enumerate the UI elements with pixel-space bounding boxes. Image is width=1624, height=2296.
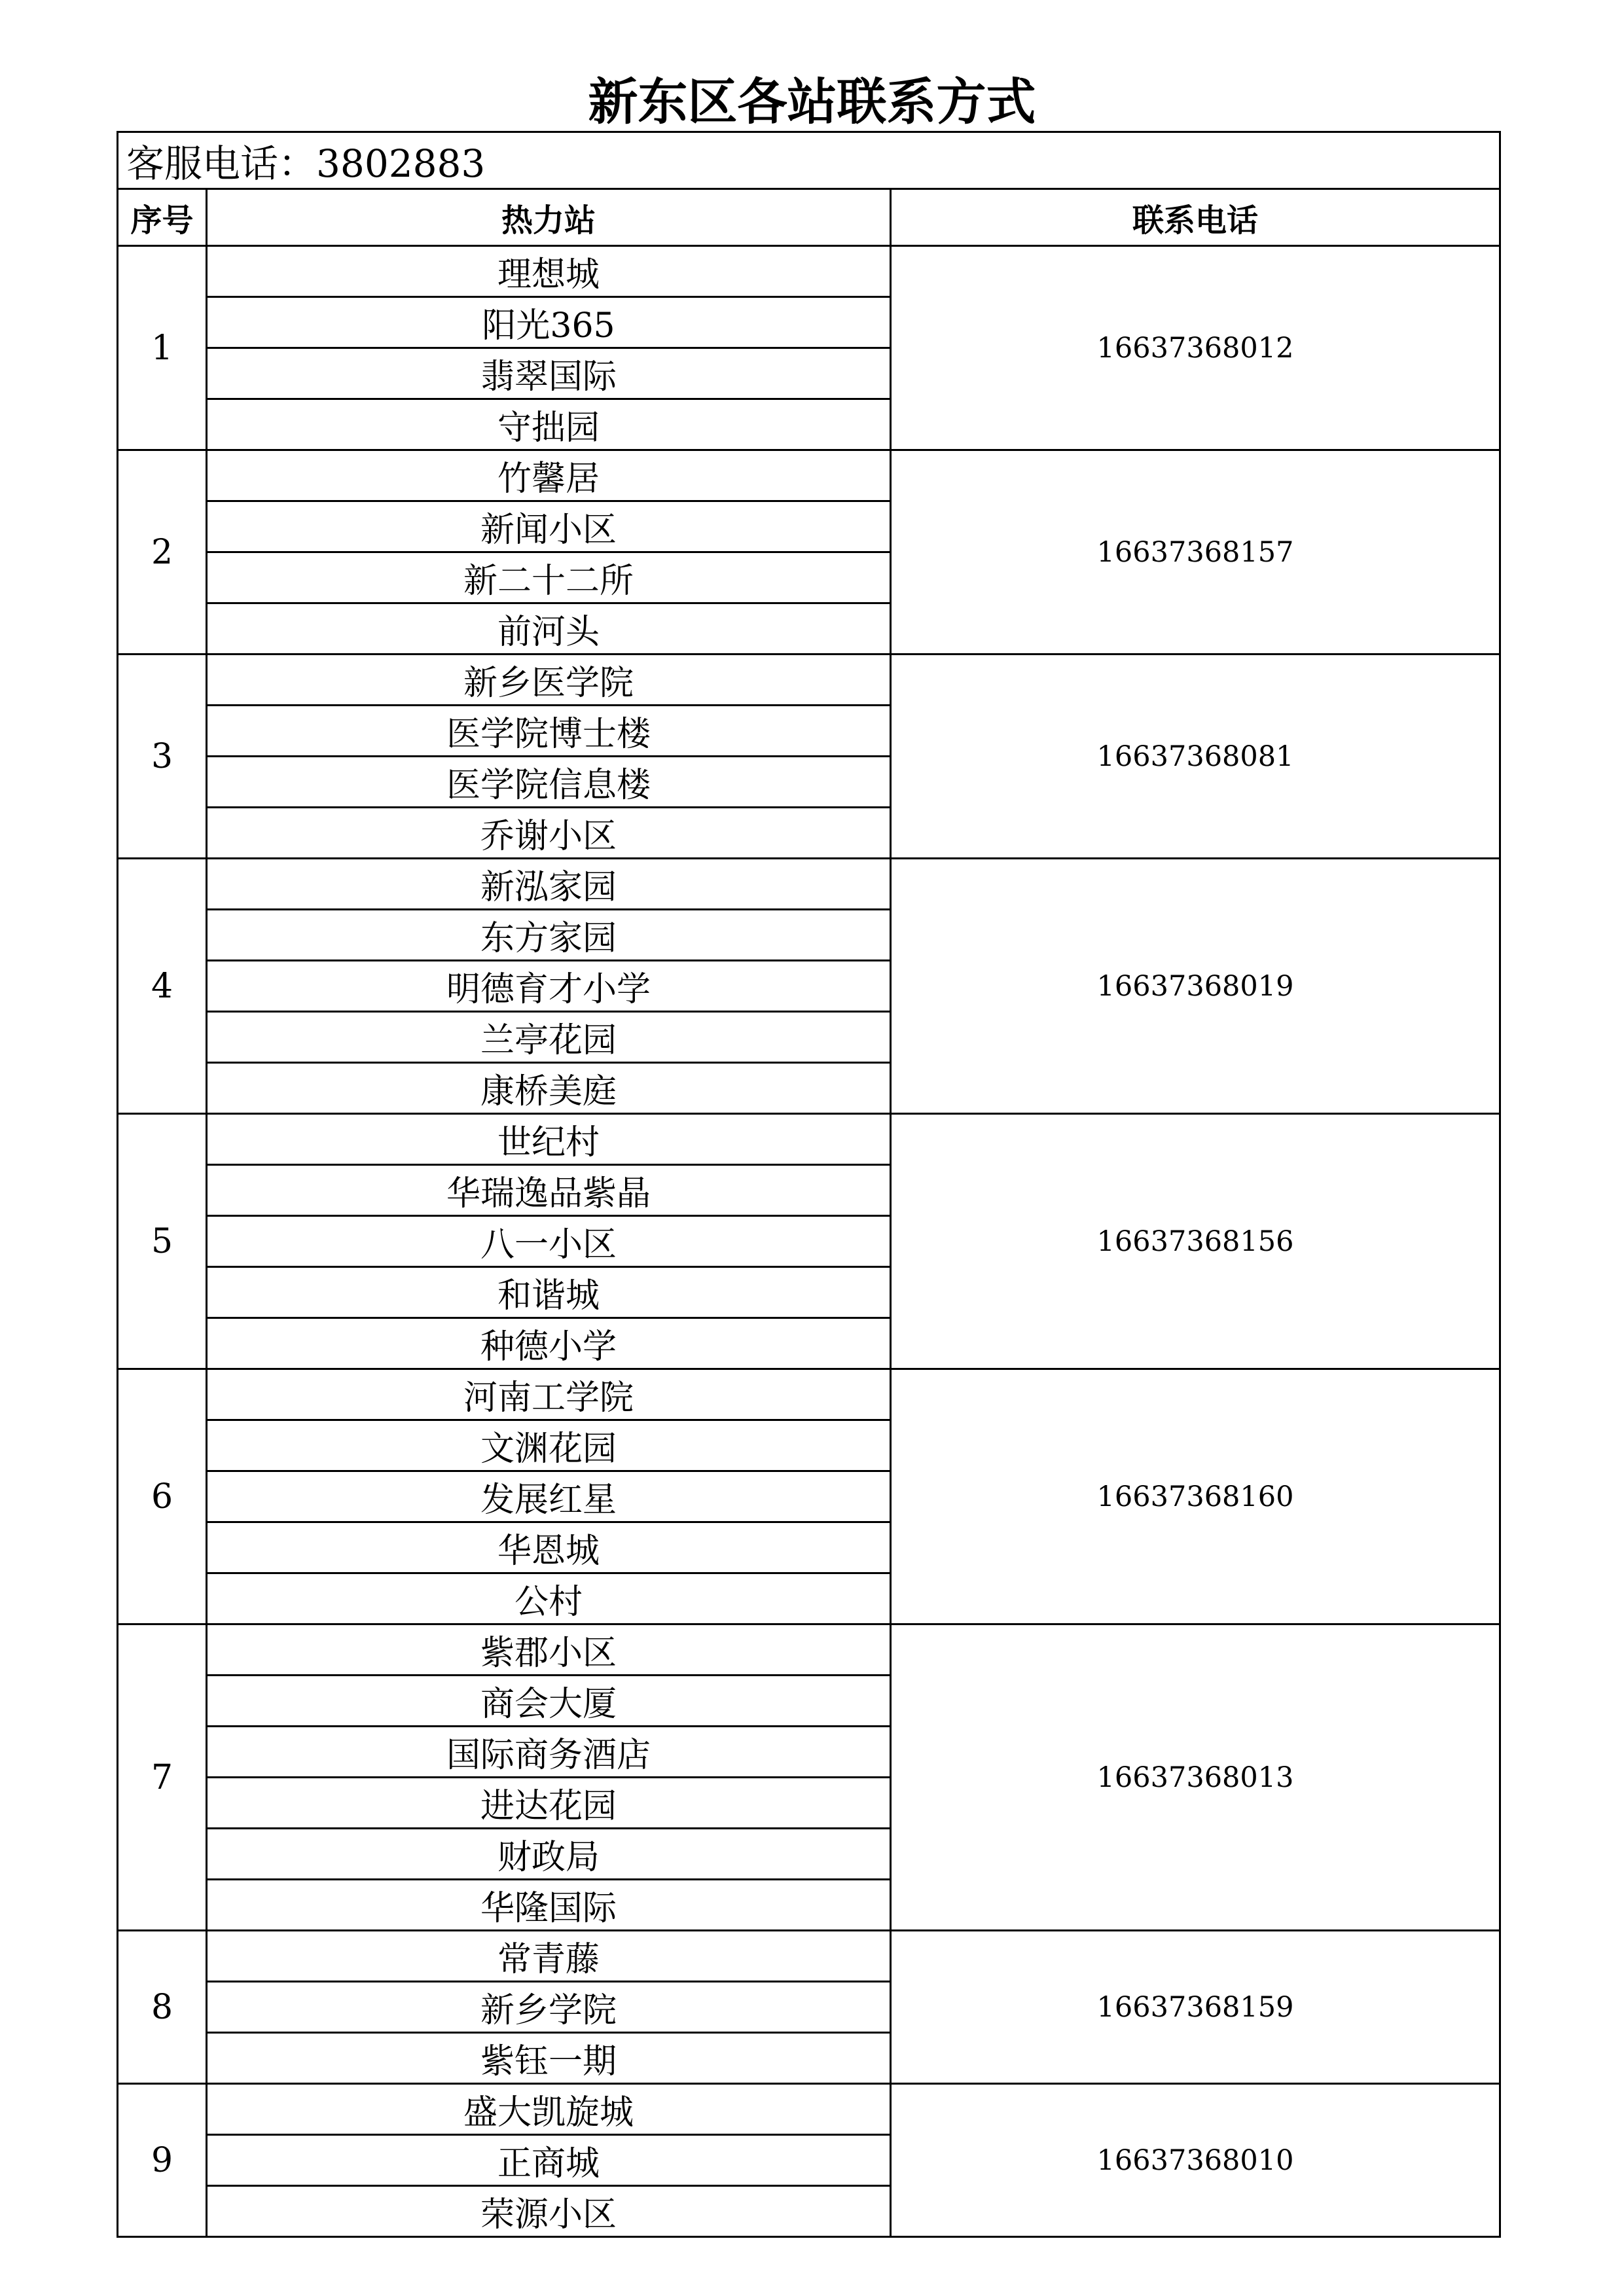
header-station: 热力站 <box>207 189 891 246</box>
station-cell: 荣源小区 <box>207 2186 891 2237</box>
hotline-number: 3802883 <box>316 141 486 186</box>
station-cell: 华恩城 <box>207 1522 891 1573</box>
table-row <box>118 1369 1500 1420</box>
station-cell: 新闻小区 <box>207 501 891 552</box>
table-row <box>118 246 1500 297</box>
phone-cell: 16637368012 <box>891 246 1500 450</box>
station-cell: 前河头 <box>207 603 891 655</box>
station-cell: 理想城 <box>207 246 891 297</box>
table-row <box>118 2084 1500 2135</box>
station-cell: 正商城 <box>207 2135 891 2186</box>
station-cell: 医学院博士楼 <box>207 706 891 757</box>
station-cell: 兰亭花园 <box>207 1012 891 1063</box>
seq-cell: 1 <box>118 246 207 450</box>
station-cell: 世纪村 <box>207 1114 891 1165</box>
station-cell: 八一小区 <box>207 1216 891 1267</box>
table-row <box>118 859 1500 910</box>
seq-cell: 8 <box>118 1931 207 2084</box>
phone-cell: 16637368010 <box>891 2084 1500 2237</box>
station-cell: 新泓家园 <box>207 859 891 910</box>
phone-cell: 16637368156 <box>891 1114 1500 1369</box>
station-cell: 东方家园 <box>207 910 891 961</box>
table-row <box>118 1114 1500 1165</box>
station-cell: 国际商务酒店 <box>207 1727 891 1778</box>
hotline-label: 客服电话： <box>126 141 317 186</box>
header-row <box>118 189 1500 246</box>
station-cell: 新二十二所 <box>207 552 891 603</box>
station-cell: 和谐城 <box>207 1267 891 1318</box>
phone-cell: 16637368160 <box>891 1369 1500 1624</box>
station-cell: 新乡学院 <box>207 1982 891 2033</box>
station-cell: 医学院信息楼 <box>207 757 891 808</box>
table-row <box>118 450 1500 501</box>
table-row <box>118 1931 1500 1982</box>
station-cell: 种德小学 <box>207 1318 891 1369</box>
seq-cell: 6 <box>118 1369 207 1624</box>
seq-cell: 9 <box>118 2084 207 2237</box>
station-cell: 常青藤 <box>207 1931 891 1982</box>
hotline-cell <box>118 132 1500 189</box>
phone-cell: 16637368159 <box>891 1931 1500 2084</box>
seq-cell: 5 <box>118 1114 207 1369</box>
hotline-row <box>118 132 1500 189</box>
station-cell: 盛大凯旋城 <box>207 2084 891 2135</box>
seq-cell: 3 <box>118 655 207 859</box>
station-cell: 公村 <box>207 1573 891 1624</box>
table-row <box>118 655 1500 706</box>
station-cell: 紫钰一期 <box>207 2033 891 2084</box>
seq-cell: 2 <box>118 450 207 655</box>
station-cell: 竹馨居 <box>207 450 891 501</box>
station-cell: 华瑞逸品紫晶 <box>207 1165 891 1216</box>
header-phone: 联系电话 <box>891 189 1500 246</box>
station-cell: 商会大厦 <box>207 1676 891 1727</box>
station-cell: 守拙园 <box>207 399 891 450</box>
station-cell: 发展红星 <box>207 1471 891 1522</box>
station-cell: 乔谢小区 <box>207 808 891 859</box>
station-cell: 翡翠国际 <box>207 348 891 399</box>
station-cell: 华隆国际 <box>207 1880 891 1931</box>
station-cell: 文渊花园 <box>207 1420 891 1471</box>
page-title: 新东区各站联系方式 <box>588 73 1036 131</box>
phone-cell: 16637368013 <box>891 1624 1500 1931</box>
station-cell: 财政局 <box>207 1829 891 1880</box>
contact-table <box>117 131 1501 2238</box>
phone-cell: 16637368081 <box>891 655 1500 859</box>
phone-cell: 16637368019 <box>891 859 1500 1114</box>
table-row <box>118 1624 1500 1676</box>
station-cell: 河南工学院 <box>207 1369 891 1420</box>
station-cell: 康桥美庭 <box>207 1063 891 1114</box>
phone-cell: 16637368157 <box>891 450 1500 655</box>
station-cell: 阳光365 <box>207 297 891 348</box>
station-cell: 新乡医学院 <box>207 655 891 706</box>
seq-cell: 4 <box>118 859 207 1114</box>
station-cell: 进达花园 <box>207 1778 891 1829</box>
header-seq: 序号 <box>118 189 207 246</box>
station-cell: 明德育才小学 <box>207 961 891 1012</box>
station-cell: 紫郡小区 <box>207 1624 891 1676</box>
seq-cell: 7 <box>118 1624 207 1931</box>
